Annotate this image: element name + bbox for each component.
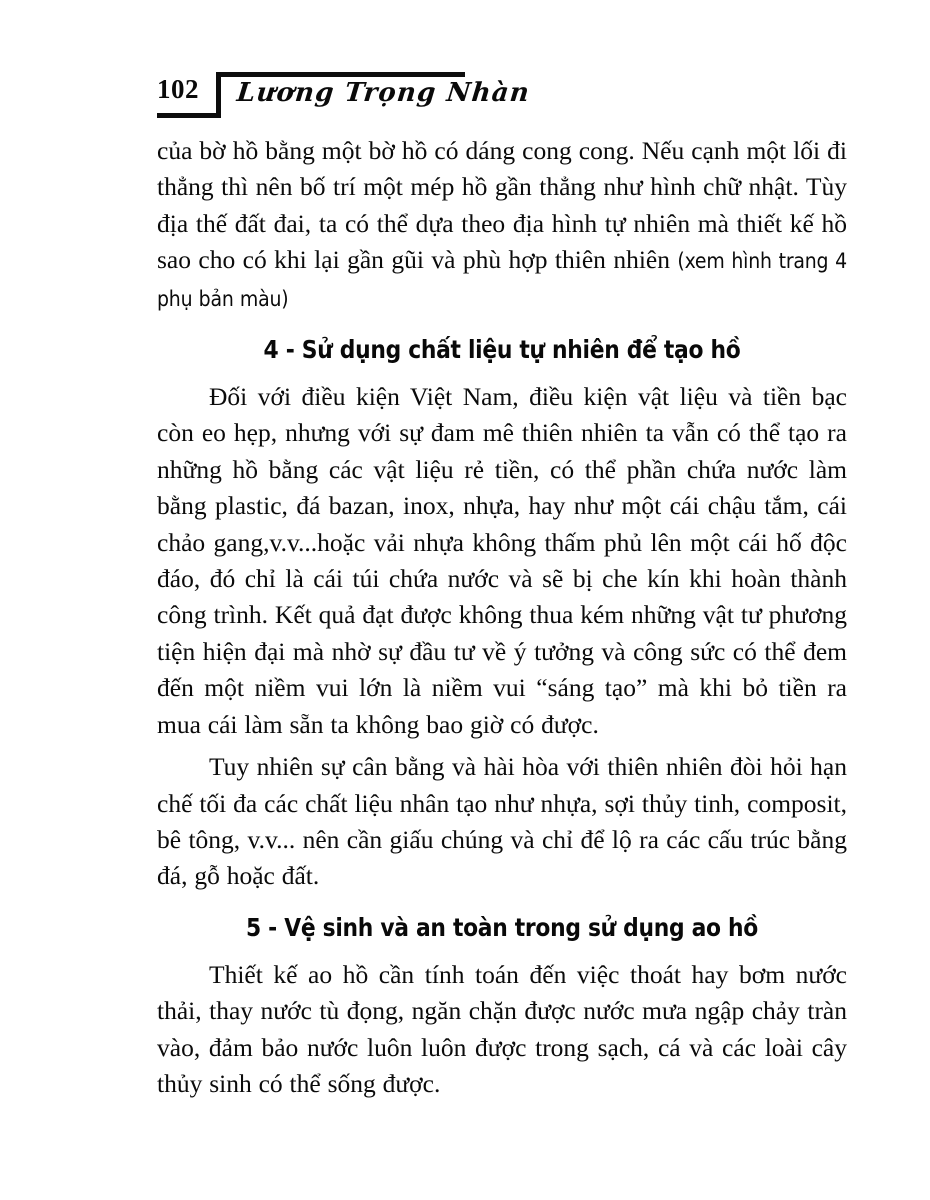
paragraph-continuation (157, 133, 847, 317)
header-rule-bottom (157, 113, 221, 118)
header-rule-vertical (216, 72, 221, 118)
paragraph-hygiene-safety: Thiết kế ao hồ cần tính toán đến việc thoát hay bơm nước thải, thay nước tù đọng, ngăn chặn được nước mưa ngập chảy tràn vào, đảm bảo nước luôn luôn được trong sạch, cá và các loài cây thủy sinh có thể sống được. (157, 959, 847, 1098)
text-column (157, 133, 847, 1102)
spacer (157, 945, 847, 957)
color-plate-note: (xem hình trang 4 phụ bản màu) (157, 249, 848, 311)
page-number: 102 (157, 74, 199, 104)
spacer (157, 367, 847, 379)
paragraph-balance-harmony: Tuy nhiên sự cân bằng và hài hòa với thiên nhiên đòi hỏi hạn chế tối đa các chất liệu nhân tạo như nhựa, sợi thủy tinh, composit, bê tông, v.v... nên cần giấu chúng và chỉ để lộ ra các cấu trúc bằng đá, gỗ hoặc đất. (157, 752, 847, 891)
section-heading-5: 5 - Vệ sinh và an toàn trong sử dụng ao hồ (245, 912, 759, 942)
spacer (157, 895, 847, 911)
section-heading-4: 4 - Sử dụng chất liệu tự nhiên để tạo hồ (263, 335, 741, 365)
running-head (157, 68, 847, 122)
paragraph-natural-materials: Đối với điều kiện Việt Nam, điều kiện vật liệu và tiền bạc còn eo hẹp, nhưng với sự đam mê thiên nhiên ta vẫn có thể tạo ra những hồ bằng các vật liệu rẻ tiền, có thể phần chứa nước làm bằng plastic, đá bazan, inox, nhựa, hay như một cái chậu tắm, cái chảo gang,v.v...hoặc vải nhựa không thấm phủ lên một cái hố độc đáo, đó chỉ là cái túi chứa nước và sẽ bị che kín khi hoàn thành công trình. Kết quả đạt được không thua kém những vật tư phương tiện hiện đại mà nhờ sự đầu tư về ý tưởng và công sức có thể đem đến một niềm vui lớn là niềm vui “sáng tạo” mà khi bỏ tiền ra mua cái làm sẵn ta không bao giờ có được. (157, 382, 847, 739)
paragraph-continuation-text: của bờ hồ bằng một bờ hồ có dáng cong cong. Nếu cạnh một lối đi thẳng thì nên bố trí một mép hồ gần thẳng như hình chữ nhật. Tùy địa thế đất đai, ta có thể dựa theo địa hình tự nhiên mà thiết kế hồ sao cho có khi lại gần gũi và phù hợp thiên nhiên (157, 136, 847, 275)
spacer (157, 317, 847, 333)
running-head-author: Lương Trọng Nhàn (235, 78, 532, 108)
